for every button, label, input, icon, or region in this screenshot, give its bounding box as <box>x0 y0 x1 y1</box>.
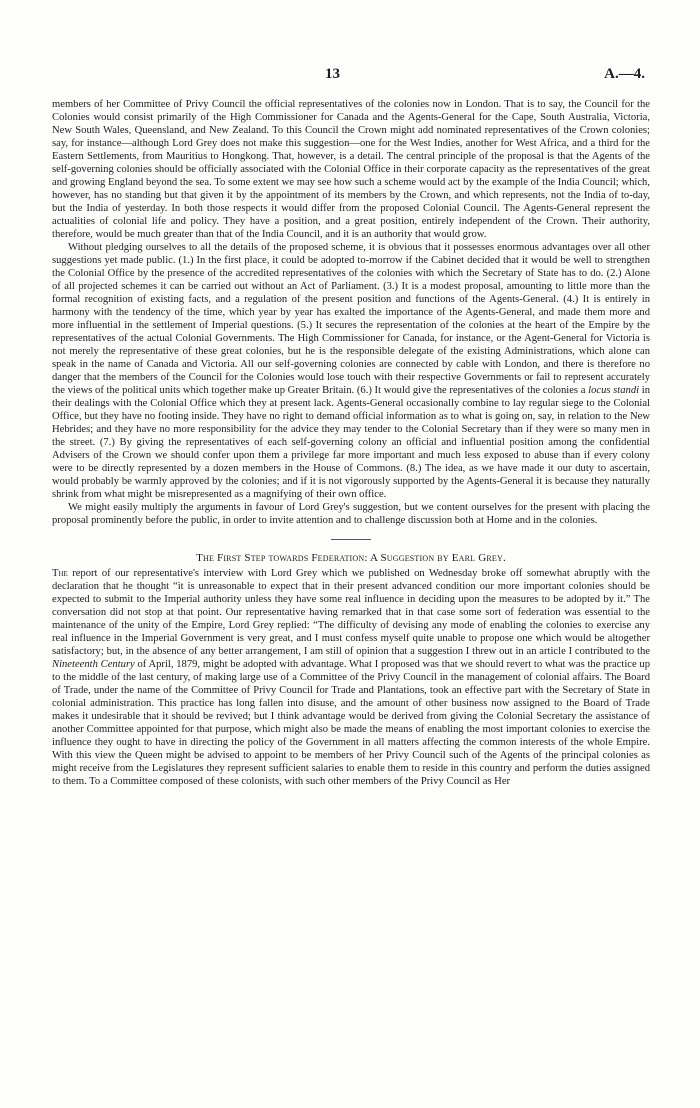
paragraph-conclusion: We might easily multiply the arguments in favour of Lord Grey's suggestion, but we content ourselves for the present with placing the proposal prominently before the public, in order to invite attention and to challenge discussion both at Home and in the colonies. <box>52 502 650 526</box>
body-text <box>52 98 650 788</box>
italic-phrase: locus standi <box>588 385 640 396</box>
paragraph-text: of April, 1879, might be adopted with advantage. What I proposed was that we should revert to what was the practice up to the middle of the last century, of making large use of a Committee of the Privy Council in the management of colonial affairs. The Board of Trade, under the name of the Committee of Privy Council for Trade and Plantations, took an effective part with the Secretary of State in colonial administration. This practice has long fallen into disuse, and the amount of other business now assigned to the Board of Trade makes it undesirable that it should be revived; but I think advantage would be derived from giving the Colonial Secretary the assistance of another Committee appointed for that purpose, which might also be made the means of enabling the most important colonies to exercise the influence they ought to have in directing the policy of the Government in all matters affecting the common interests of the whole Empire. With this view the Queen might be advised to appoint to be members of her Privy Council such of the Agents of the principal colonies as might receive from the Legislatures they represent sufficient salaries to enable them to reside in this country and perform the duties assigned to them. To a Committee composed of these colonists, with such other members of the Privy Council as Her <box>52 659 650 787</box>
document-reference: A.—4. <box>604 66 645 82</box>
paragraph-text: in their dealings with the Colonial Office which they at present lack. Agents-General occasionally combine to lay regular siege to the Colonial Office, but they have no footing inside. They have no right to demand official information as to what is going on, say, in relation to the New Hebrides; and they have no more responsibility for the advice they may tender to the Colonial Secretary than if they were so many men in the street. (7.) By giving the representatives of each self-governing colony an official and influential position among the confidential Advisers of the Crown we should confer upon them a privilege far more important and much less exposed to abuse than if every colony were to be directly represented by a dozen members in the House of Commons. (8.) The idea, as we have made it our duty to ascertain, would probably be warmly approved by the colonies; and if it is not vigorously supported by the Agents-General it is because they naturally shrink from what might be misrepresented as a magnifying of their own office. <box>52 385 650 500</box>
first-word: The <box>52 568 68 579</box>
paragraph-continuation: members of her Committee of Privy Council the official representatives of the colonies now in London. That is to say, the Council for the Colonies would consist primarily of the High Commissioner for Canada and the Agents-General for the Cape, South Australia, Victoria, New South Wales, Queensland, and New Zealand. To this Council the Crown might add nominated representatives of the Crown colonies; say, for instance—although Lord Grey does not make this suggestion—one for the West Indies, another for West Africa, and a third for the Eastern Settlements, from Mauritius to Hongkong. That, however, is a detail. The central principle of the proposal is that the Agents of the self-governing colonies should be officially associated with the Colonial Office in their corporate capacity as the representatives of the great and growing England beyond the sea. To some extent we may see how such a scheme would act by the example of the India Council; which, however, has no standing but that given it by the appointment of its members by the Crown, and which represents, not the India of to-day, but the India of yesterday. In both those respects it would differ from the proposed Colonial Council. The Agents-General represent the actualities of colonial life and policy. They have a position, and a great position, entirely independent of the Crown. Their authority, therefore, would be much greater than that of the India Council, and it is an authority that would grow. <box>52 99 650 240</box>
italic-title: Nineteenth Century <box>52 659 135 670</box>
page-header <box>0 66 700 88</box>
paragraph-text: Without pledging ourselves to all the details of the proposed scheme, it is obvious that it possesses enormous advantages over all other suggestions yet made public. (1.) In the first place, it could be adopted to-morrow if the Cabinet decided that it would be well to strengthen the Colonial Office by the presence of the accredited representatives of the colonies with which the Secretary of State has to do. (2.) Alone of all projected schemes it can be carried out without an Act of Parliament. (3.) It is a modest proposal, amounting to little more than the formal recognition of existing facts, and a regulation of the present position and functions of the Agents-General. (4.) It is entirely in harmony with the tendency of the time, which year by year has exalted the importance of the Agents-General, and made them more and more influential in the settlement of Imperial questions. (5.) It secures the representation of the colonies at the heart of the Empire by the representatives of the actual Colonial Governments. The High Commissioner for Canada, for instance, or the Agent-General for Victoria is not merely the representative of these great colonies, but he is the responsible delegate of the existing Administrations, which alone can speak in the name of Canada and Victoria. All our self-governing colonies are connected by cable with London, and there is therefore no danger that the members of the Council for the Colonies would lose touch with their respective Governments or fail to represent accurately the views of the political units which together make up Greater Britain. (6.) It would give the representatives of the colonies a <box>52 242 650 396</box>
paragraph-interview <box>52 567 650 788</box>
paragraph-text: report of our representative's interview with Lord Grey which we published on Wednesday broke off somewhat abruptly with the declaration that he thought “it is unreasonable to expect that in their present advanced condition our more important colonies should be expected to submit to the Imperial authority unless they have some real influence in deciding upon the measures to be adopted by it.” The conversation did not stop at that point. Our representative having remarked that in that case some sort of federation was essential to the maintenance of the unity of the Empire, Lord Grey replied: “The difficulty of devising any mode of enabling the colonies to exercise any real influence in the Imperial Government is very great, and I must confess myself quite unable to propose one which would be altogether satisfactory; but, in the absence of any better arrangement, I am still of opinion that a suggestion I threw out in an article I contributed to the <box>52 568 650 657</box>
section-title: The First Step towards Federation: A Suggestion by Earl Grey. <box>196 552 506 564</box>
paragraph-advantages <box>52 241 650 501</box>
page-number: 13 <box>325 66 340 82</box>
section-divider <box>331 539 371 540</box>
